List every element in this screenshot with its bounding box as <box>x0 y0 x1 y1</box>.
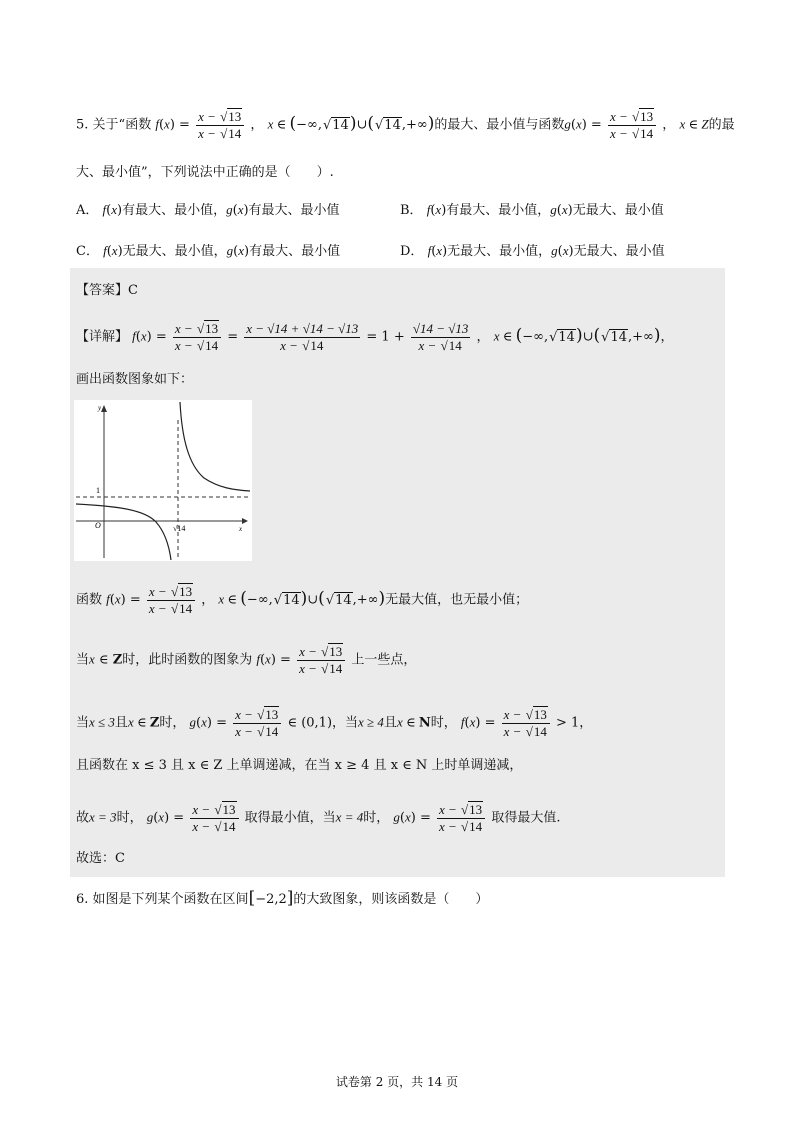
function-graph <box>74 400 252 561</box>
option-d[interactable]: D． f(x)无最大、最小值，g(x)无最大、最小值 <box>400 243 665 259</box>
min-max-line: 故x = 3时， g(x) = $\frac{x - √13}{x - √14}$ 取得最小值，当x = 4时， g(x) = $\frac{x - √13}{x - √14}$ 取得最大值. <box>76 802 561 834</box>
integer-points-line: 当x ∈ Z时，此时函数的图象为 f(x) = $\frac{x - √13}{x - √14}$ 上一些点， <box>76 644 417 676</box>
q6-number: 6. <box>76 892 89 907</box>
x-label: x <box>239 525 243 533</box>
answer-value: C <box>128 283 138 298</box>
q5-fraction-f: $\frac{x - √13}{x - √14}$ <box>196 110 244 140</box>
option-b[interactable]: B． f(x)有最大、最小值，g(x)无最大、最小值 <box>400 202 664 218</box>
solution-panel <box>70 268 725 877</box>
final-choice: 故选：C <box>76 851 125 866</box>
draw-graph-text: 画出函数图象如下： <box>76 372 194 387</box>
range-line: 当x ≤ 3且x ∈ Z时， g(x) = $\frac{x - √13}{x - √14}$ ∈ (0,1)，当x ≥ 4且x ∈ N时， f(x) = $\frac{x - √13}{x - √14}$ > 1， <box>76 707 593 739</box>
x-axis-arrow <box>242 518 248 524</box>
q5-line1: 5. 关于“函数 f(x) = $\frac{x - √13}{x - √14}$ ， x ∈ (−∞,√14)∪(√14,+∞)的最大、最小值与函数g(x) = $\frac{x - √13}{x - √14}$ ， x ∈ Z的最 <box>76 109 735 141</box>
graph-svg <box>74 400 252 561</box>
monotonic-line: 且函数在 x ≤ 3 且 x ∈ Z 上单调递减，在当 x ≥ 4 且 x ∈ N 上时单调递减， <box>76 758 523 773</box>
answer-line: 【答案】C <box>76 283 138 298</box>
q5-line2: 大、最小值”，下列说法中正确的是（ ）. <box>76 165 334 180</box>
origin-label: O <box>95 521 101 530</box>
q5-number: 5. <box>76 117 89 133</box>
y-axis-arrow <box>101 405 107 412</box>
q5-fraction-g: $\frac{x - √13}{x - √14}$ <box>608 110 656 140</box>
detail-line: 【详解】 f(x) = $\frac{x - √13}{x - √14}$ = $\frac{x - √14 + √14 - √13}{x - √14}$ = 1 + $\frac{√14 - √13}{x - √14}$ ， x ∈ (−∞,√14)∪(√14,+∞)， <box>76 321 674 353</box>
q6-line: 6. 如图是下列某个函数在区间[−2,2]的大致图象，则该函数是（ ） <box>76 888 489 908</box>
right-branch <box>180 402 250 491</box>
no-extreme-line: 函数 f(x) = $\frac{x - √13}{x - √14}$ ， x ∈ (−∞,√14)∪(√14,+∞)无最大值，也无最小值； <box>76 584 529 616</box>
sqrt14-label: √14 <box>173 524 186 533</box>
left-branch <box>76 504 171 560</box>
option-a[interactable]: A． f(x)有最大、最小值，g(x)有最大、最小值 <box>76 202 340 218</box>
y-label: y <box>98 404 102 412</box>
option-c[interactable]: C． f(x)无最大、最小值，g(x)有最大、最小值 <box>76 243 341 259</box>
page-footer: 试卷第 2 页，共 14 页 <box>335 1075 459 1089</box>
one-label: 1 <box>96 486 100 495</box>
